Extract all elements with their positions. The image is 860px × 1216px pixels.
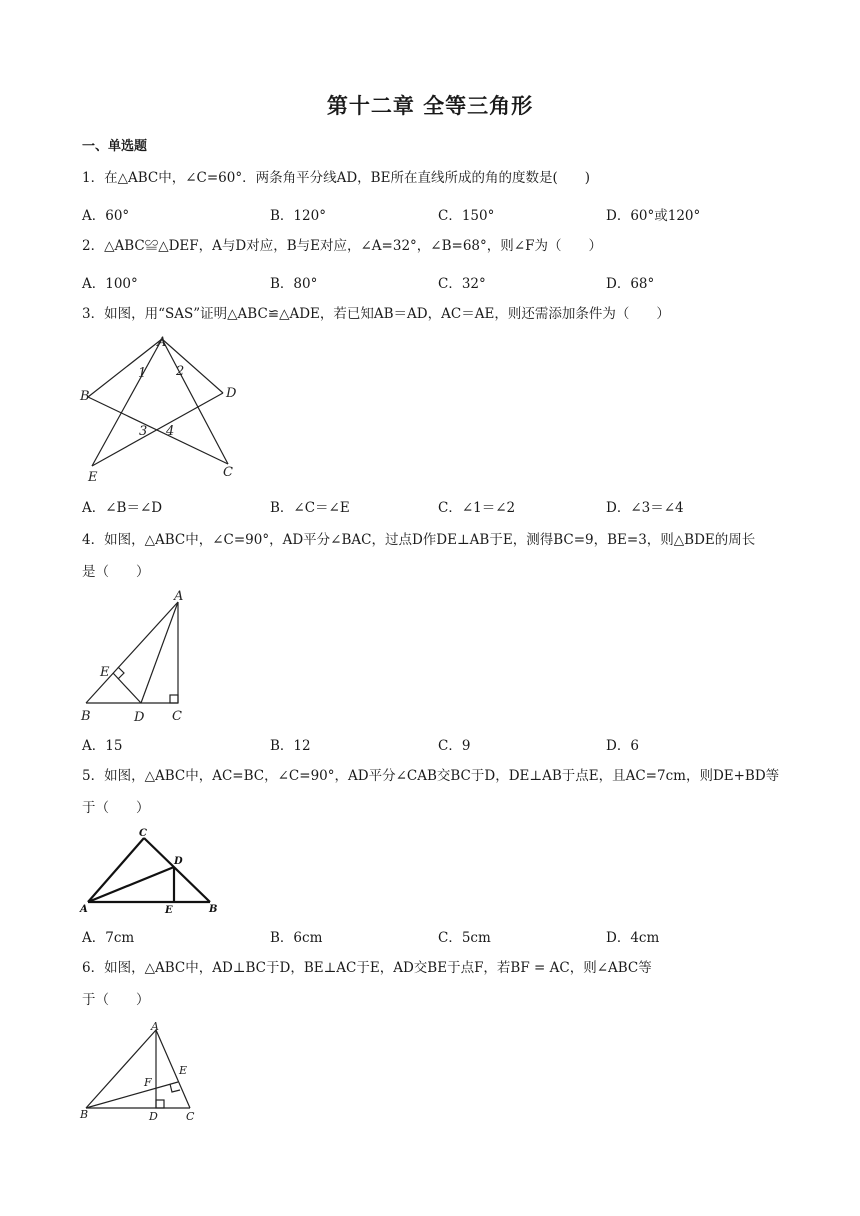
option-b: B．∠C＝∠E <box>270 500 350 516</box>
label-A: A <box>157 335 167 350</box>
figure-q4 <box>78 588 198 728</box>
option-d: D．6 <box>606 738 639 754</box>
option-a: A．7cm <box>82 930 135 946</box>
option-d: D．68° <box>606 276 655 292</box>
question-1: 1．在△ABC中，∠C=60°．两条角平分线AD，BE所在直线所成的角的度数是( ) <box>82 170 590 186</box>
label-E: E <box>165 905 173 916</box>
option-c: C．5cm <box>438 930 491 946</box>
label-F: F <box>144 1076 152 1089</box>
option-a: A．60° <box>82 208 130 224</box>
option-b: B．80° <box>270 276 318 292</box>
label-C: C <box>223 465 233 480</box>
question-4-options <box>82 734 782 758</box>
option-d: D．60°或120° <box>606 208 701 224</box>
label-D: D <box>226 386 237 401</box>
question-6-continued: 于（ ） <box>82 992 150 1008</box>
option-d: D．∠3＝∠4 <box>606 500 684 516</box>
question-5: 5．如图，△ABC中，AC=BC，∠C=90°，AD平分∠CAB交BC于D，DE⊥AB于点E，且AC=7cm，则DE+BD等 <box>82 768 780 784</box>
label-A: A <box>151 1020 159 1033</box>
option-c: C．∠1＝∠2 <box>438 500 516 516</box>
question-4-continued: 是（ ） <box>82 564 150 580</box>
label-B: B <box>80 389 90 404</box>
question-5-options <box>82 926 782 950</box>
label-C: C <box>186 1110 195 1123</box>
option-a: A．15 <box>82 738 123 754</box>
label-A: A <box>80 904 88 915</box>
label-E: E <box>88 470 98 483</box>
label-D: D <box>134 710 145 725</box>
option-c: C．32° <box>438 276 486 292</box>
question-1-options <box>82 204 782 228</box>
question-4: 4．如图，△ABC中，∠C=90°，AD平分∠BAC，过点D作DE⊥AB于E，测得BC=9，BE=3，则△BDE的周长 <box>82 532 756 548</box>
question-5-continued: 于（ ） <box>82 800 150 816</box>
label-B: B <box>209 904 218 915</box>
label-B: B <box>81 709 91 724</box>
option-a: A．100° <box>82 276 138 292</box>
option-a: A．∠B＝∠D <box>82 500 163 516</box>
section-heading: 一、单选题 <box>82 139 148 154</box>
question-2-options <box>82 272 782 296</box>
label-1: 1 <box>138 366 147 381</box>
label-B: B <box>80 1108 89 1121</box>
label-2: 2 <box>176 364 185 379</box>
question-6: 6．如图，△ABC中，AD⊥BC于D，BE⊥AC于E，AD交BE于点F，若BF = AC，则∠ABC等 <box>82 960 652 976</box>
figure-q6 <box>78 1020 208 1125</box>
label-A: A <box>174 589 184 604</box>
figure-q3 <box>78 333 248 483</box>
question-3-options <box>82 496 782 520</box>
label-D: D <box>149 1110 158 1123</box>
label-E: E <box>100 665 110 680</box>
option-c: C．150° <box>438 208 495 224</box>
option-b: B．12 <box>270 738 311 754</box>
option-b: B．6cm <box>270 930 323 946</box>
label-C: C <box>139 828 147 839</box>
option-c: C．9 <box>438 738 471 754</box>
figure-q5 <box>78 826 228 916</box>
label-4: 4 <box>166 424 175 439</box>
option-d: D．4cm <box>606 930 660 946</box>
label-E: E <box>179 1064 188 1077</box>
question-2: 2．△ABC≌△DEF，A与D对应，B与E对应，∠A=32°，∠B=68°，则∠F为（ ） <box>82 238 602 254</box>
page-title: 第十二章 全等三角形 <box>326 94 534 118</box>
label-C: C <box>172 709 182 724</box>
question-3: 3．如图，用“SAS”证明△ABC≌△ADE，若已知AB＝AD，AC＝AE，则还需添加条件为（ ） <box>82 306 670 322</box>
option-b: B．120° <box>270 208 326 224</box>
label-3: 3 <box>139 424 148 439</box>
label-D: D <box>174 856 183 867</box>
